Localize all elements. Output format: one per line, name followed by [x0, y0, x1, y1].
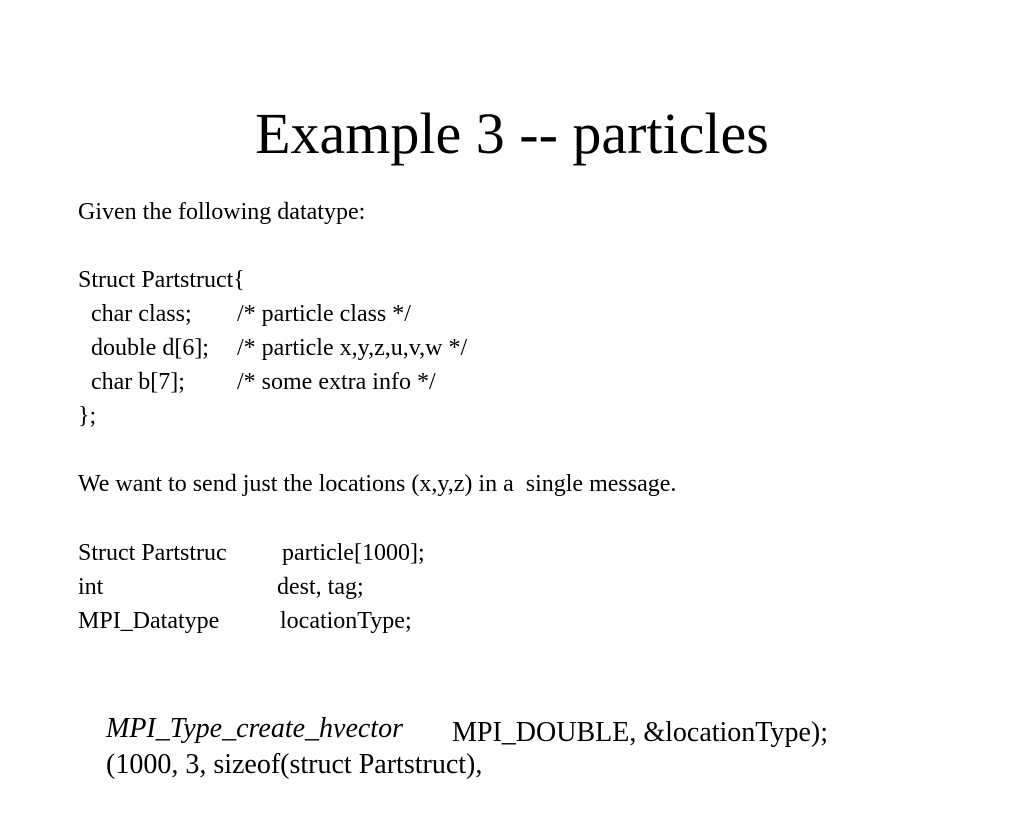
declaration-name: particle[1000]; [282, 540, 425, 566]
declaration-name: dest, tag; [277, 574, 364, 600]
declaration-type: Struct Partstruc [78, 540, 227, 566]
function-args-line1: (1000, 3, sizeof(struct Partstruct), [106, 749, 483, 780]
intro-text: Given the following datatype: [78, 199, 366, 225]
struct-open-line: Struct Partstruct{ [78, 267, 245, 293]
function-args-line2: MPI_DOUBLE, &locationType); [452, 717, 828, 748]
struct-field-comment: /* particle class */ [237, 301, 411, 327]
slide-title: Example 3 -- particles [255, 101, 769, 166]
function-name: MPI_Type_create_hvector [106, 713, 403, 744]
struct-field-decl: char b[7]; [91, 369, 185, 395]
struct-field-decl: char class; [91, 301, 192, 327]
struct-field-decl: double d[6]; [91, 335, 209, 361]
declaration-type: MPI_Datatype [78, 608, 220, 634]
declaration-type: int [78, 574, 104, 600]
struct-field-comment: /* some extra info */ [237, 369, 436, 395]
function-call-line [78, 675, 482, 819]
struct-close-line: }; [78, 403, 97, 429]
declaration-name: locationType; [280, 608, 412, 634]
struct-field-comment: /* particle x,y,z,u,v,w */ [237, 335, 468, 361]
goal-text: We want to send just the locations (x,y,z) in a single message. [78, 471, 677, 497]
